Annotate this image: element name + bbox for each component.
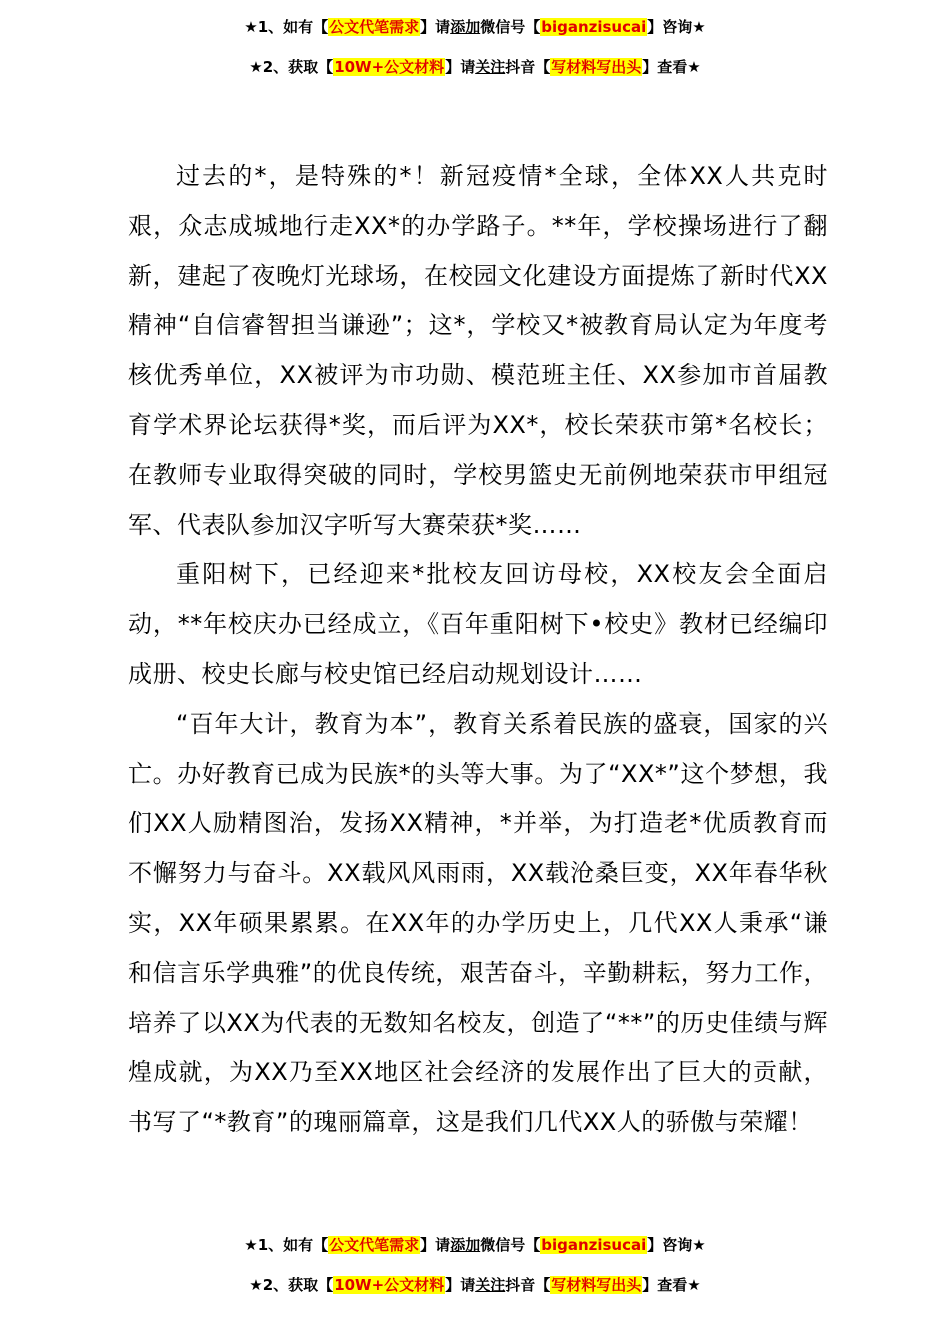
banner-text: 】查看★ xyxy=(642,1276,701,1294)
paragraph: “百年大计，教育为本”，教育关系着民族的盛衰，国家的兴亡。办好教育已成为民族*的头等大事。为了“XX*”这个梦想，我们XX人励精图治，发扬XX精神，*并举，为打造老*优质教育而不懈努力与奋斗。XX载风风雨雨，XX载沧桑巨变，XX年春华秋实，XX年硕果累累。在XX年的办学历史上，几代XX人秉承“谦和信言乐学典雅”的优良传统，艰苦奋斗，辛勤耕耘，努力工作，培养了以XX为代表的无数知名校友，创造了“**”的历史佳绩与辉煌成就，为XX乃至XX地区社会经济的发展作出了巨大的贡献，书写了“*教育”的瑰丽篇章，这是我们几代XX人的骄傲与荣耀！ xyxy=(128,709,828,1137)
banner-underlined: 添加 xyxy=(450,18,481,36)
banner-text: 】请 xyxy=(445,58,476,76)
header-banner-line-2 xyxy=(0,54,950,94)
document-body xyxy=(128,152,828,1148)
banner-text: 】请 xyxy=(420,1236,451,1254)
footer-banner-line-1 xyxy=(0,1232,950,1272)
banner-highlight: 10W+公文材料 xyxy=(334,1276,445,1294)
banner-text: 抖音【 xyxy=(505,58,551,76)
banner-highlight: biganzisucai xyxy=(541,1236,647,1254)
banner-text: 】请 xyxy=(420,18,451,36)
header-banner-line-1 xyxy=(0,14,950,54)
banner-text: ★1、如有【 xyxy=(244,18,329,36)
banner-text: 】咨询★ xyxy=(647,1236,706,1254)
banner-underlined: 关注 xyxy=(475,1276,506,1294)
banner-text: ★1、如有【 xyxy=(244,1236,329,1254)
banner-text: 微信号【 xyxy=(480,1236,541,1254)
banner-highlight: 公文代笔需求 xyxy=(329,18,420,36)
banner-highlight: 公文代笔需求 xyxy=(329,1236,420,1254)
footer-banner-line-2 xyxy=(0,1272,950,1312)
banner-highlight: 写材料写出头 xyxy=(551,58,642,76)
banner-underlined: 关注 xyxy=(475,58,506,76)
footer-banner xyxy=(0,1232,950,1312)
banner-text: 抖音【 xyxy=(505,1276,551,1294)
banner-text: 】查看★ xyxy=(642,58,701,76)
header-banner xyxy=(0,14,950,94)
banner-highlight: biganzisucai xyxy=(541,18,647,36)
paragraph: 过去的*，是特殊的*！新冠疫情*全球，全体XX人共克时艰，众志成城地行走XX*的办学路子。**年，学校操场进行了翻新，建起了夜晚灯光球场，在校园文化建设方面提炼了新时代XX精神“自信睿智担当谦逊”；这*，学校又*被教育局认定为年度考核优秀单位，XX被评为市功勋、模范班主任、XX参加市首届教育学术界论坛获得*奖，而后评为XX*，校长荣获市第*名校长；在教师专业取得突破的同时，学校男篮史无前例地荣获市甲组冠军、代表队参加汉字听写大赛荣获*奖…… xyxy=(128,162,828,539)
banner-text: ★2、获取【 xyxy=(249,58,334,76)
paragraph: 重阳树下，已经迎来*批校友回访母校，XX校友会全面启动，**年校庆办已经成立，《百年重阳树下•校史》教材已经编印成册、校史长廊与校史馆已经启动规划设计…… xyxy=(128,560,828,688)
banner-underlined: 添加 xyxy=(450,1236,481,1254)
banner-text: 微信号【 xyxy=(480,18,541,36)
banner-highlight: 写材料写出头 xyxy=(551,1276,642,1294)
banner-highlight: 10W+公文材料 xyxy=(334,58,445,76)
banner-text: 】请 xyxy=(445,1276,476,1294)
banner-text: 】咨询★ xyxy=(647,18,706,36)
banner-text: ★2、获取【 xyxy=(249,1276,334,1294)
